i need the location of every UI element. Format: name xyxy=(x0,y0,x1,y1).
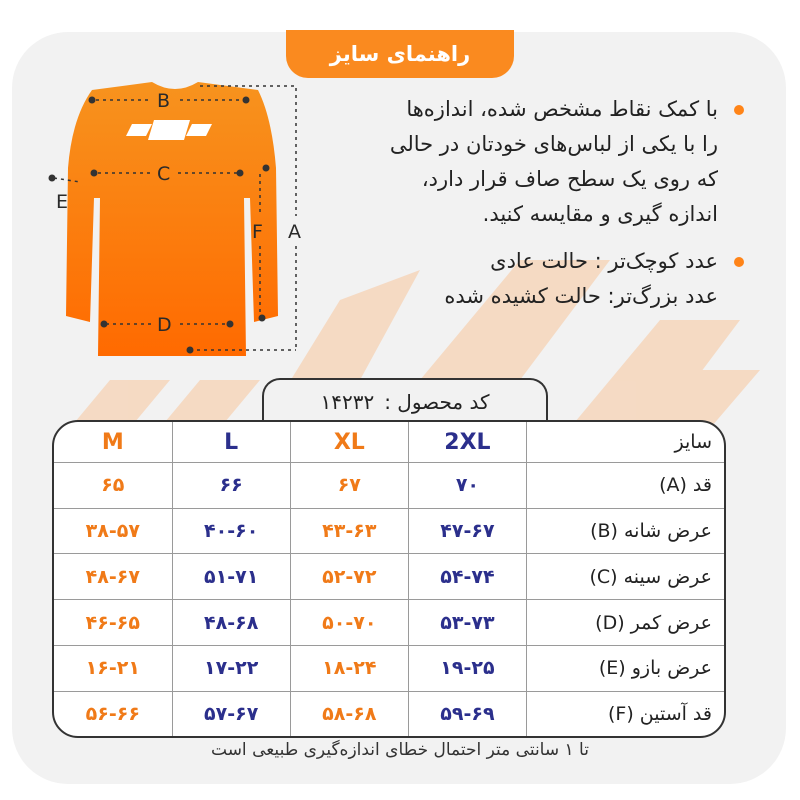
table-row xyxy=(54,508,724,554)
product-code-value: ۱۴۲۳۲ xyxy=(320,390,375,414)
instruction-line: که روی یک سطح صاف قرار دارد، xyxy=(421,167,718,191)
size-column-m: M xyxy=(54,422,172,463)
instructions-list xyxy=(314,92,744,314)
table-cell: ۱۸-۲۴ xyxy=(290,645,408,691)
table-cell: ۱۶-۲۱ xyxy=(54,645,172,691)
size-column-l: L xyxy=(172,422,290,463)
instruction-line: عدد بزرگ‌تر: حالت کشیده شده xyxy=(444,284,718,308)
label-a: A xyxy=(288,221,301,243)
size-table xyxy=(52,420,726,738)
table-cell: ۴۶-۶۵ xyxy=(54,600,172,646)
table-cell: ۴۳-۶۳ xyxy=(290,508,408,554)
label-e: E xyxy=(56,191,69,213)
row-label: قد (A) xyxy=(527,463,725,509)
table-cell: ۱۹-۲۵ xyxy=(408,645,526,691)
bullet-dot-icon xyxy=(734,257,744,267)
table-cell: ۶۶ xyxy=(172,463,290,509)
label-d: D xyxy=(157,314,172,336)
table-cell: ۴۸-۶۸ xyxy=(172,600,290,646)
instruction-line: عدد کوچک‌تر : حالت عادی xyxy=(490,249,718,273)
table-cell: ۵۱-۷۱ xyxy=(172,554,290,600)
table-cell: ۵۰-۷۰ xyxy=(290,600,408,646)
row-label: قد آستین (F) xyxy=(527,691,725,736)
table-row xyxy=(54,600,724,646)
table-cell: ۵۹-۶۹ xyxy=(408,691,526,736)
instruction-item xyxy=(314,92,744,232)
table-row xyxy=(54,645,724,691)
instruction-line: با کمک نقاط مشخص شده، اندازه‌ها xyxy=(406,97,718,121)
row-label: عرض کمر (D) xyxy=(527,600,725,646)
instruction-item xyxy=(314,244,744,314)
table-cell: ۵۶-۶۶ xyxy=(54,691,172,736)
table-row xyxy=(54,554,724,600)
product-code-box xyxy=(262,378,548,424)
table-cell: ۴۸-۶۷ xyxy=(54,554,172,600)
bullet-dot-icon xyxy=(734,105,744,115)
table-cell: ۵۳-۷۳ xyxy=(408,600,526,646)
table-cell: ۱۷-۲۲ xyxy=(172,645,290,691)
table-cell: ۴۷-۶۷ xyxy=(408,508,526,554)
page-title: راهنمای سایز xyxy=(286,30,514,78)
table-cell: ۵۴-۷۴ xyxy=(408,554,526,600)
table-row xyxy=(54,691,724,736)
table-cell: ۳۸-۵۷ xyxy=(54,508,172,554)
table-cell: ۶۵ xyxy=(54,463,172,509)
product-code-label: کد محصول : xyxy=(384,390,490,414)
table-cell: ۴۰-۶۰ xyxy=(172,508,290,554)
table-header-row xyxy=(54,422,724,463)
size-column-2xl: 2XL xyxy=(408,422,526,463)
label-b: B xyxy=(157,90,171,112)
row-label: عرض سینه (C) xyxy=(527,554,725,600)
table-cell: ۵۲-۷۲ xyxy=(290,554,408,600)
label-f: F xyxy=(252,221,263,243)
table-cell: ۷۰ xyxy=(408,463,526,509)
instruction-line: را با یکی از لباس‌های خودتان در حالی xyxy=(389,132,718,156)
table-cell: ۵۷-۶۷ xyxy=(172,691,290,736)
label-c: C xyxy=(157,163,171,185)
footnote: تا ۱ سانتی متر احتمال خطای اندازه‌گیری طبیعی است xyxy=(211,740,589,760)
table-cell: ۶۷ xyxy=(290,463,408,509)
row-label: عرض بازو (E) xyxy=(527,645,725,691)
table-row xyxy=(54,463,724,509)
size-header-label: سایز xyxy=(527,422,725,463)
size-column-xl: XL xyxy=(290,422,408,463)
table-cell: ۵۸-۶۸ xyxy=(290,691,408,736)
row-label: عرض شانه (B) xyxy=(527,508,725,554)
instruction-line: اندازه گیری و مقایسه کنید. xyxy=(482,202,718,226)
shirt-measurement-diagram xyxy=(40,78,310,368)
